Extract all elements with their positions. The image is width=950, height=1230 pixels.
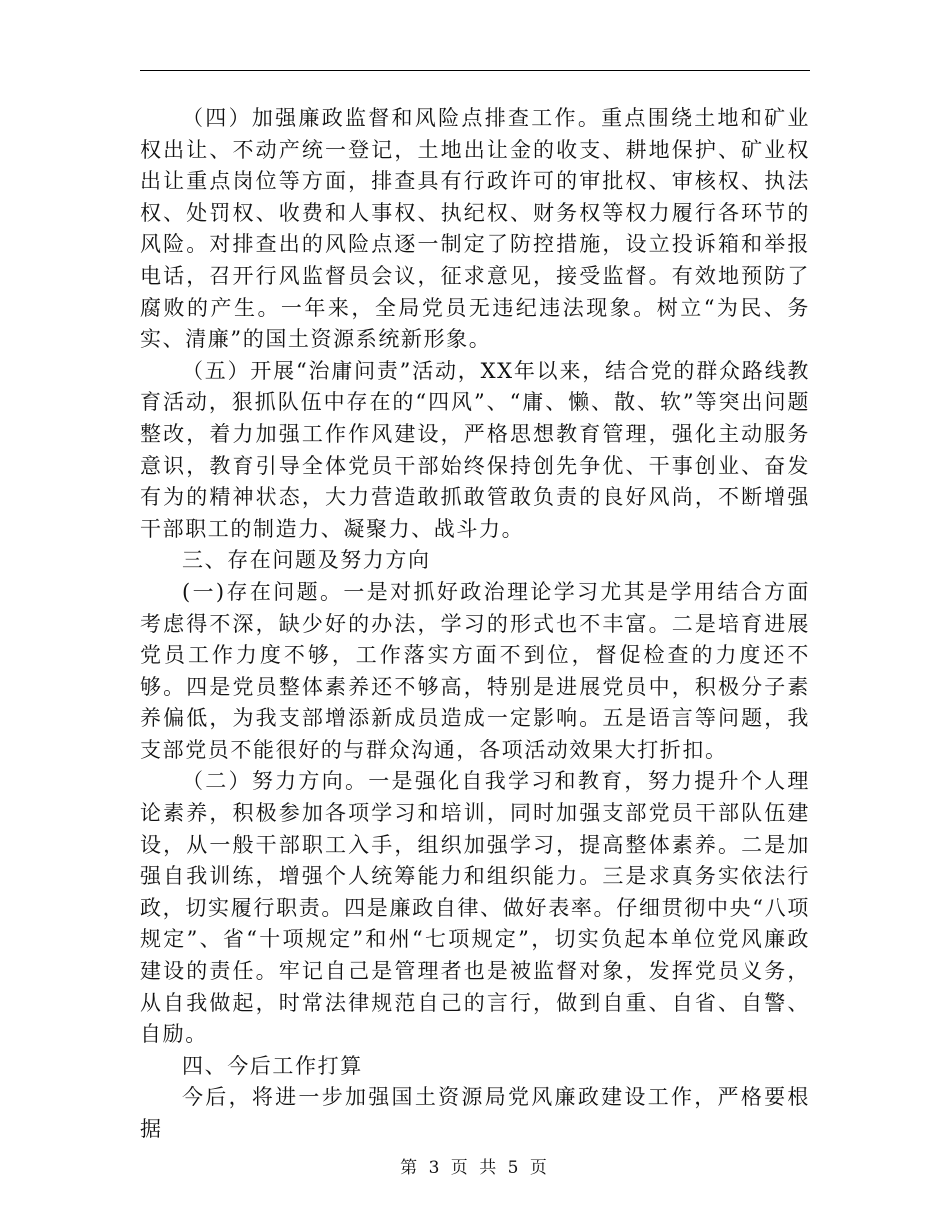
section-heading-future-plans: 四、今后工作打算 — [182, 1053, 363, 1078]
paragraph-existing-problems: (一)存在问题。一是对抓好政治理论学习尤其是学用结合方面考虑得不深，缺少好的办法，学习的形式也不丰富。二是培育进展党员工作力度不够，工作落实方面不到位，督促检查的力度还不够。四是党员整体素养还不够高，特别是进展党员中，积极分子素养偏低，为我支部增添新成员造成一定影响。五是语言等问题，我支部党员不能很好的与群众沟通，各项活动效果大打折扣。 — [140, 579, 810, 762]
header-rule — [140, 70, 810, 71]
paragraph-improvement-direction: （二）努力方向。一是强化自我学习和教育，努力提升个人理论素养，积极参加各项学习和培训，同时加强支部党员干部队伍建设，从一般干部职工入手，组织加强学习，提高整体素养。二是加强自我训练，增强个人统筹能力和组织能力。三是求真务实依法行政，切实履行职责。四是廉政自律、做好表率。仔细贯彻中央“八项规定”、省“十项规定”和州“七项规定”，切实负起本单位党风廉政建设的责任。牢记自己是管理者也是被监督对象，发挥党员义务，从自我做起，时常法律规范自己的言行，做到自重、自省、自警、自励。 — [140, 769, 810, 1047]
section-heading-problems: 三、存在问题及努力方向 — [182, 548, 431, 573]
paragraph-accountability-campaign: （五）开展“治庸问责”活动，XX年以来，结合党的群众路线教育活动，狠抓队伍中存在的“四风”、“庸、懒、散、软”等突出问题整改，着力加强工作作风建设，严格思想教育管理，强化主动服务意识，教育引导全体党员干部始终保持创先争优、干事创业、奋发有为的精神状态，大力营造敢抓敢管敢负责的良好风尚，不断增强干部职工的制造力、凝聚力、战斗力。 — [140, 358, 810, 541]
paragraph-future-plans: 今后，将进一步加强国土资源局党风廉政建设工作，严格要根据 — [140, 1085, 810, 1141]
paragraph-risk-supervision: （四）加强廉政监督和风险点排查工作。重点围绕土地和矿业权出让、不动产统一登记，土地出让金的收支、耕地保护、矿业权出让重点岗位等方面，排查具有行政许可的审批权、审核权、执法权、处罚权、收费和人事权、执纪权、财务权等权力履行各环节的风险。对排查出的风险点逐一制定了防控措施，设立投诉箱和举报电话，召开行风监督员会议，征求意见，接受监督。有效地预防了腐败的产生。一年来，全局党员无违纪违法现象。树立“为民、务实、清廉”的国土资源系统新形象。 — [140, 106, 810, 352]
page-number: 第 3 页 共 5 页 — [400, 1158, 550, 1178]
document-body — [140, 103, 810, 1146]
